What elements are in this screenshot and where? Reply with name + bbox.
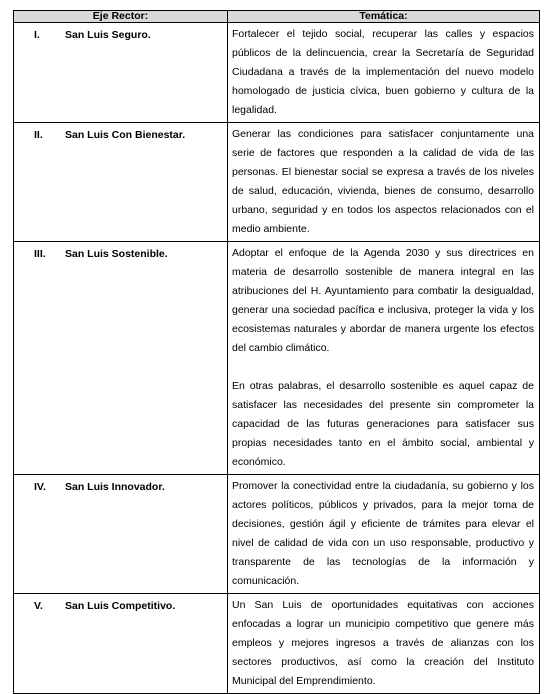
- ejes-rectores-table: [13, 10, 540, 694]
- table-row: [14, 475, 540, 594]
- eje-cell: [14, 242, 228, 475]
- tematica-paragraph: Promover la conectividad entre la ciudadanía, su gobierno y los actores políticos, públicos y privados, para la mejor toma de decisiones, gestión ágil y eficiente de trámites para elevar el nivel de calidad de vida con un uso responsable, productivo y transparente de las tecnologías de la información y comunicación.: [232, 480, 534, 587]
- table-row: [14, 123, 540, 242]
- tematica-cell: [228, 123, 540, 242]
- header-eje-rector: Eje Rector:: [14, 11, 228, 23]
- eje-cell: [14, 123, 228, 242]
- tematica-paragraph: En otras palabras, el desarrollo sostenible es aquel capaz de satisfacer las necesidades del presente sin comprometer la capacidad de las futuras generaciones para satisfacer sus propias necesidades tanto en el ámbito social, ambiental y económico.: [232, 380, 534, 468]
- header-row: [14, 11, 540, 23]
- eje-nombre: San Luis Seguro.: [65, 29, 151, 41]
- eje-nombre: San Luis Innovador.: [65, 481, 165, 493]
- eje-cell: [14, 475, 228, 594]
- eje-cell: [14, 23, 228, 123]
- tematica-paragraph: Adoptar el enfoque de la Agenda 2030 y sus directrices en materia de desarrollo sostenible de manera integral en las atribuciones del H. Ayuntamiento para combatir la desigualdad, generar una sociedad pacífica e inclusiva, proteger la vida y los ecosistemas naturales y abordar de manera urgente los efectos del cambio climático.: [232, 247, 534, 354]
- tematica-cell: [228, 594, 540, 694]
- table-row: [14, 23, 540, 123]
- tematica-cell: [228, 475, 540, 594]
- eje-nombre: San Luis Sostenible.: [65, 248, 168, 260]
- table-row: [14, 594, 540, 694]
- tematica-paragraph: Fortalecer el tejido social, recuperar las calles y espacios públicos de la delincuencia, crear la Secretaría de Seguridad Ciudadana a través de la implementación del nuevo modelo homologado de justicia cívica, buen gobierno y cultura de la legalidad.: [232, 28, 534, 116]
- tematica-paragraph: Generar las condiciones para satisfacer conjuntamente una serie de factores que responden a la calidad de vida de las personas. El bienestar social se expresa a través de los niveles de salud, educación, vivienda, bienes de consumo, desarrollo urbano, seguridad y en todos los aspectos relacionados con el medio ambiente.: [232, 128, 534, 235]
- table-header: [14, 11, 540, 23]
- table-body: [14, 23, 540, 694]
- eje-numeral: IV.: [34, 481, 46, 493]
- eje-numeral: II.: [34, 129, 43, 141]
- tematica-cell: [228, 23, 540, 123]
- tematica-paragraph: Un San Luis de oportunidades equitativas con acciones enfocadas a lograr un municipio competitivo que genere más empleos y mejores ingresos a través de alianzas con los sectores productivos, así como la creación del Instituto Municipal del Emprendimiento.: [232, 599, 534, 687]
- tematica-cell: [228, 242, 540, 475]
- eje-numeral: I.: [34, 29, 40, 41]
- table-row: [14, 242, 540, 475]
- eje-nombre: San Luis Competitivo.: [65, 600, 176, 612]
- eje-nombre: San Luis Con Bienestar.: [65, 129, 186, 141]
- eje-numeral: V.: [34, 600, 43, 612]
- header-tematica: Temática:: [228, 11, 540, 23]
- eje-cell: [14, 594, 228, 694]
- eje-numeral: III.: [34, 248, 46, 260]
